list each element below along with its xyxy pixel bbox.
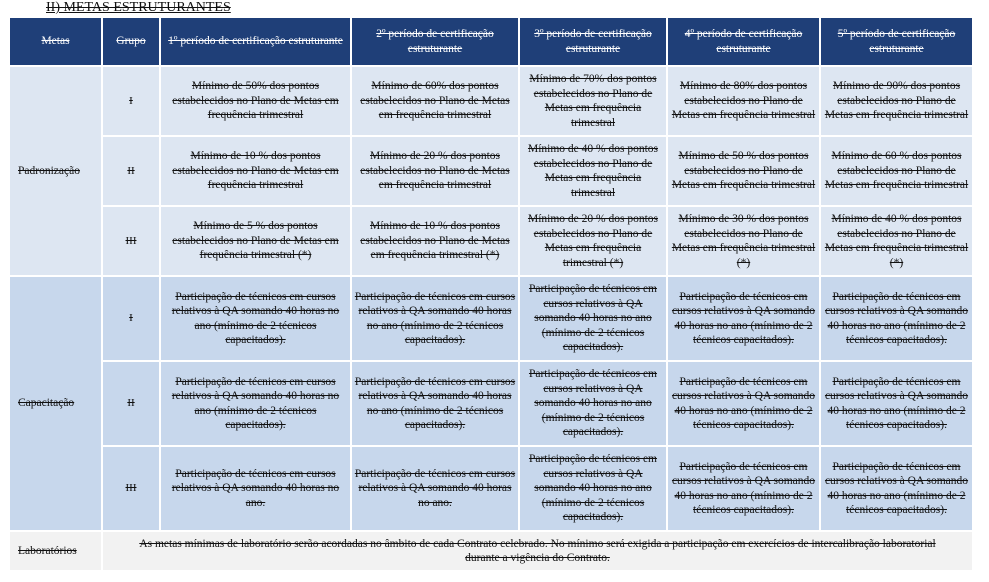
goal-cell: Mínimo de 60 % dos pontos estabelecidos no Plano de Metas em frequência trimestral — [820, 136, 973, 206]
group-cell: III — [102, 446, 160, 531]
header-grupo: Grupo — [102, 17, 160, 66]
capacitacao-label: Capacitação — [9, 276, 102, 531]
header-period-5: 5º período de certificação estruturante — [820, 17, 973, 66]
goal-cell: Mínimo de 20 % dos pontos estabelecidos no Plano de Metas em frequência trimestral — [351, 136, 519, 206]
table-row — [9, 206, 973, 276]
table-row — [9, 361, 973, 446]
goal-cell: Participação de técnicos em cursos relativos à QA somando 40 horas no ano (mínimo de 2 técnicos capacitados). — [160, 276, 351, 361]
goal-cell: Mínimo de 50 % dos pontos estabelecidos no Plano de Metas em frequência trimestral — [667, 136, 820, 206]
goal-cell: Participação de técnicos em cursos relativos à QA somando 40 horas no ano (mínimo de 2 técnicos capacitados). — [820, 276, 973, 361]
goal-cell: Mínimo de 80% dos pontos estabelecidos no Plano de Metas em frequência trimestral — [667, 66, 820, 136]
goal-cell: Participação de técnicos em cursos relativos à QA somando 40 horas no ano (mínimo de 2 técnicos capacitados). — [667, 276, 820, 361]
laboratorios-label: Laboratórios — [9, 531, 102, 571]
section-heading: II) METAS ESTRUTURANTES — [46, 0, 231, 15]
header-period-1: 1º período de certificação estruturante — [160, 17, 351, 66]
goal-cell: Mínimo de 50% dos pontos estabelecidos no Plano de Metas em frequência trimestral — [160, 66, 351, 136]
goal-cell: Mínimo de 10 % dos pontos estabelecidos no Plano de Metas em frequência trimestral (*) — [351, 206, 519, 276]
header-period-4: 4º período de certificação estruturante — [667, 17, 820, 66]
goal-cell: Participação de técnicos em cursos relativos à QA somando 40 horas no ano. — [351, 446, 519, 531]
goal-cell: Participação de técnicos em cursos relativos à QA somando 40 horas no ano (mínimo de 2 técnicos capacitados). — [519, 446, 667, 531]
group-cell: I — [102, 66, 160, 136]
goal-cell: Participação de técnicos em cursos relativos à QA somando 40 horas no ano (mínimo de 2 técnicos capacitados). — [820, 446, 973, 531]
goal-cell: Participação de técnicos em cursos relativos à QA somando 40 horas no ano (mínimo de 2 técnicos capacitados). — [667, 446, 820, 531]
goal-cell: Participação de técnicos em cursos relativos à QA somando 40 horas no ano (mínimo de 2 técnicos capacitados). — [160, 361, 351, 446]
goal-cell: Mínimo de 90% dos pontos estabelecidos no Plano de Metas em frequência trimestral — [820, 66, 973, 136]
table-row — [9, 136, 973, 206]
goal-cell: Participação de técnicos em cursos relativos à QA somando 40 horas no ano (mínimo de 2 técnicos capacitados). — [667, 361, 820, 446]
goal-cell: Mínimo de 10 % dos pontos estabelecidos no Plano de Metas em frequência trimestral — [160, 136, 351, 206]
metas-table — [8, 16, 974, 572]
goal-cell: Participação de técnicos em cursos relativos à QA somando 40 horas no ano (mínimo de 2 técnicos capacitados). — [519, 361, 667, 446]
table-row — [9, 446, 973, 531]
table-row — [9, 66, 973, 136]
header-row — [9, 17, 973, 66]
goal-cell: Mínimo de 5 % dos pontos estabelecidos no Plano de Metas em frequência trimestral (*) — [160, 206, 351, 276]
goal-cell: Mínimo de 20 % dos pontos estabelecidos no Plano de Metas em frequência trimestral (*) — [519, 206, 667, 276]
group-cell: II — [102, 136, 160, 206]
goal-cell: Mínimo de 40 % dos pontos estabelecidos no Plano de Metas em frequência trimestral — [519, 136, 667, 206]
padronizacao-label: Padronização — [9, 66, 102, 276]
table-row — [9, 531, 973, 571]
header-period-3: 3º período de certificação estruturante — [519, 17, 667, 66]
header-metas: Metas — [9, 17, 102, 66]
goal-cell: Participação de técnicos em cursos relativos à QA somando 40 horas no ano. — [160, 446, 351, 531]
goal-cell: Participação de técnicos em cursos relativos à QA somando 40 horas no ano (mínimo de 2 técnicos capacitados). — [820, 361, 973, 446]
goal-cell: Participação de técnicos em cursos relativos à QA somando 40 horas no ano (mínimo de 2 técnicos capacitados). — [519, 276, 667, 361]
goal-cell: Participação de técnicos em cursos relativos à QA somando 40 horas no ano (mínimo de 2 técnicos capacitados). — [351, 361, 519, 446]
goal-cell: Mínimo de 60% dos pontos estabelecidos no Plano de Metas em frequência trimestral — [351, 66, 519, 136]
goal-cell: Mínimo de 70% dos pontos estabelecidos no Plano de Metas em frequência trimestral — [519, 66, 667, 136]
group-cell: I — [102, 276, 160, 361]
group-cell: II — [102, 361, 160, 446]
goal-cell: Mínimo de 40 % dos pontos estabelecidos no Plano de Metas em frequência trimestral (*) — [820, 206, 973, 276]
goal-cell: Mínimo de 30 % dos pontos estabelecidos no Plano de Metas em frequência trimestral (*) — [667, 206, 820, 276]
group-cell: III — [102, 206, 160, 276]
laboratorios-text: As metas mínimas de laboratório serão acordadas no âmbito de cada Contrato celebrado. No mínimo será exigida a participação em exercícios de intercalibração laboratorial durante a vigência do Contrato. — [102, 531, 973, 571]
table-row — [9, 276, 973, 361]
goal-cell: Participação de técnicos em cursos relativos à QA somando 40 horas no ano (mínimo de 2 técnicos capacitados). — [351, 276, 519, 361]
header-period-2: 2º período de certificação estruturante — [351, 17, 519, 66]
